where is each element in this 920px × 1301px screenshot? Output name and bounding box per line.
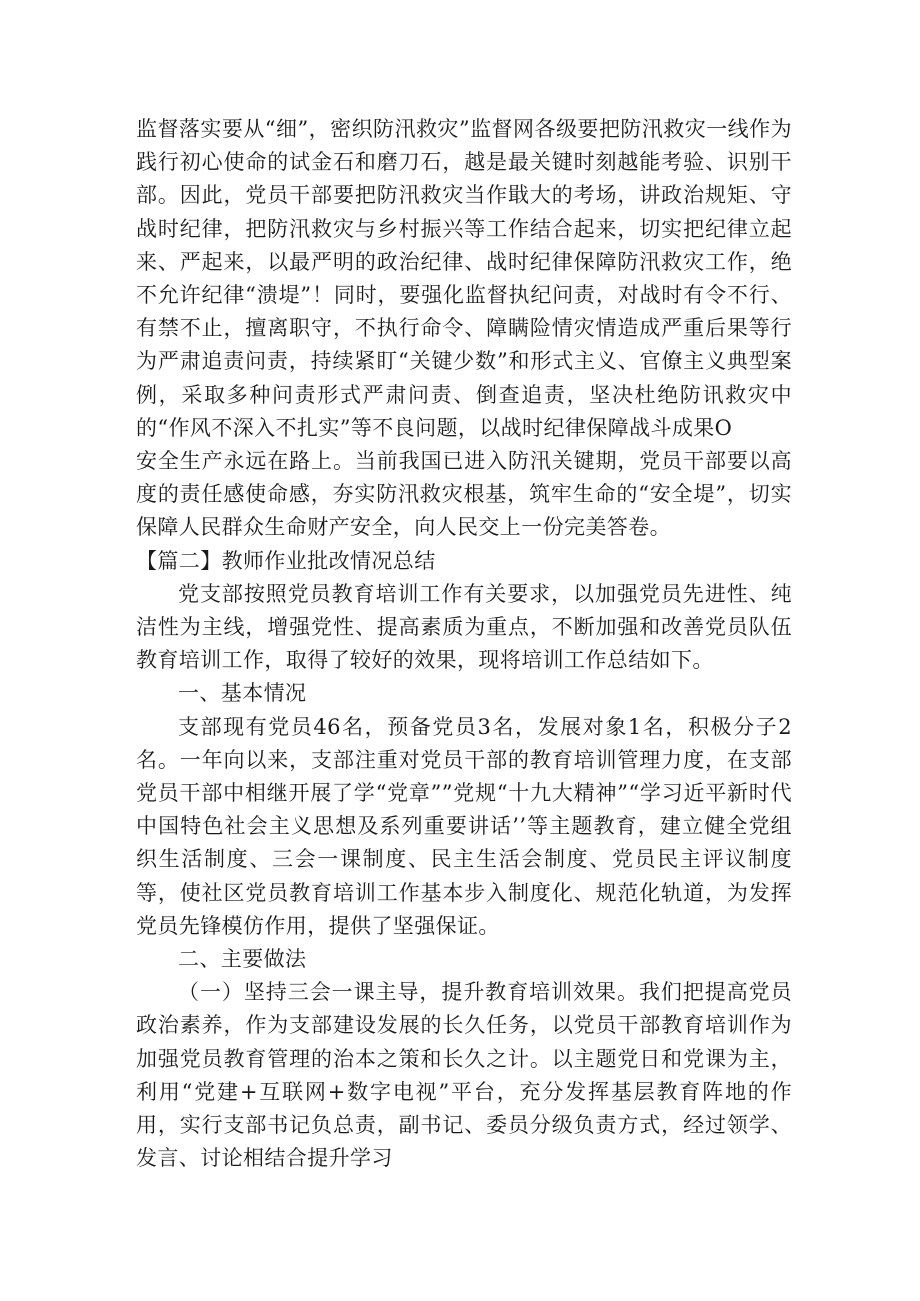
- document-body: [136, 113, 792, 1176]
- paragraph-practice-one: （一）坚持三会一课主导，提升教育培训效果。我们把提高党员政治素养，作为支部建设发展的长久任务，以党员干部教育培训作为加强党员教育管理的治本之策和长久之计。以主题党日和党课为主，利用“党建+互联网+数字电视”平台，充分发挥基层教育阵地的作用，实行支部书记负总责，副书记、委员分级负责方式，经过领学、发言、讨论相结合提升学习: [136, 980, 792, 1171]
- paragraph-intro: 党支部按照党员教育培训工作有关要求，以加强党员先进性、纯洁性为主线，增强党性、提高素质为重点，不断加强和改善党员队伍教育培训工作，取得了较好的效果，现将培训工作总结如下。: [136, 581, 792, 673]
- subheading-main-practices: 二、主要做法: [178, 947, 307, 972]
- section-heading: 【篇二】教师作业批改情况总结: [136, 548, 436, 573]
- subheading-basic-situation: 一、基本情况: [178, 681, 307, 706]
- paragraph-safety: 安全生产永远在路上。当前我国已进入防汛关键期，党员干部要以高度的责任感使命感，夯实防汛救灾根基，筑牢生命的“安全堤”，切实保障人民群众生命财产安全，向人民交上一份完美答卷。: [136, 449, 792, 540]
- paragraph-supervision: 监督落实要从“细”，密织防汛救灾”监督网各级要把防汛救灾一线作为践行初心使命的试金石和磨刀石，越是最关键时刻越能考验、识别干部。因此，党员干部要把防汛救灾当作戢大的考场，讲政治规矩、守战时纪律，把防汛救灾与乡村振兴等工作结合起来，切实把纪律立起来、严起来，以最严明的政治纪律、战时纪律保障防汛救灾工作，绝不允许纪律“溃堤”！同时，要强化监督执纪问责，对战时有令不行、有禁不止，擅离职守，不执行命令、障瞒险情灾情造成严重后果等行为严肃追责问责，持续紧盯“关键少数”和形式主义、官僚主义典型案例，采取多种问责形式严肃问责、倒查追责，坚决杜绝防讯救灾中的“作风不深入不扎实”等不良问题，以战时纪律保障战斗成果O: [136, 117, 792, 440]
- paragraph-basic-situation: 支部现有党员46名，预备党员3名，发展对象1名，积极分子2名。一年向以来，支部注重对党员干部的教育培训管理力度，在支部党员干部中相继开展了学“党章””党规“十九大精神”“学习近平新时代中国特色社会主义思想及系列重要讲话’’等主题教育，建立健全党组织生活制度、三会一课制度、民主生活会制度、党员民主评议制度等，使社区党员教育培训工作基本步入制度化、规范化轨道，为发挥党员先锋模仿作用，提供了坚强保证。: [136, 714, 792, 938]
